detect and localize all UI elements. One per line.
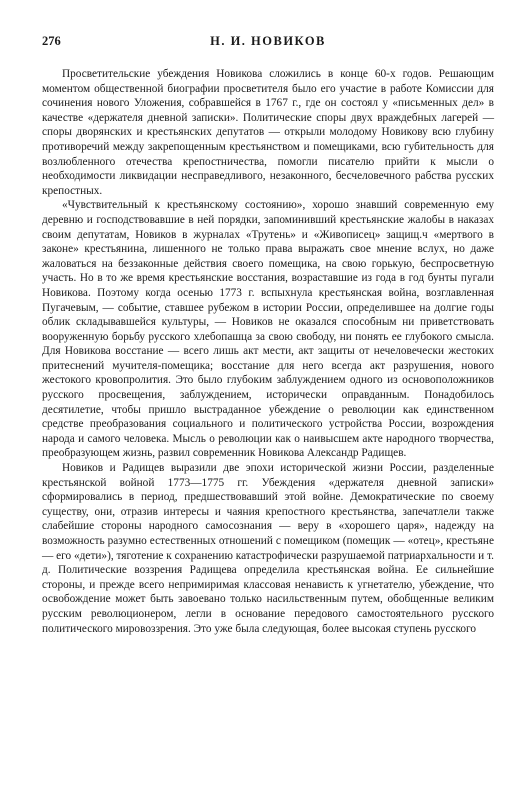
running-head: Н. И. НОВИКОВ [210, 34, 326, 48]
page-header [42, 34, 494, 52]
paragraph-3: Новиков и Радищев выразили две эпохи исторической жизни России, разделенные крестьянской войной 1773—1775 гг. Убеждения «держателя дневной записки» сформировались в период, предшествовавший этой войне. Демократические по своему существу, они, отразив интересы и чаяния крепостного крестьянства, запечатлели также слабейшие стороны народного самосознания — веру в «хорошего царя», надежду на возможность разумно естественных отношений с помещиком (помещик — «отец», крестьяне — его «дети»), тяготение к сохранению катастрофически разрушаемой патриархальности и т. д. Политические воззрения Радищева определила крестьянская война. Ее сильнейшие стороны, и прежде всего непримиримая классовая ненависть к угнетателю, убеждение, что освобождение может быть завоевано только насильственным путем, обобщенные великим русским революционером, легли в основание передового самостоятельного русского политического мировоззрения. Это уже была следующая, более высокая ступень русского [42, 462, 494, 635]
book-page [42, 34, 494, 636]
body-text [42, 67, 494, 636]
paragraph-2: «Чувствительный к крестьянскому состоянию», хорошо знавший современную ему деревню и господствовавшие в ней порядки, запоминивший крестьянские жалобы в наказах своим депутатам, Новиков в журналах «Трутень» и «Живописец» защищ.ч «мертвого в законе» крестьянина, лишенного не только права выражать свое мнение вслух, но даже жаловаться на беззаконные действия своего помещика, на свою горькую, беспросветную участь. Но в то же время крестьянские восстания, возраставшие из года в год бунты пугали Новикова. Поэтому когда осенью 1773 г. вспыхнула крестьянская война, возглавленная Пугачевым, — событие, ставшее рубежом в истории России, определившее на долгие годы облик складывавшейся культуры, — Новиков не оказался способным ни приветствовать вооруженную борьбу русского хлебопашца за свою свободу, ни понять ее глубокого смысла. Для Новикова восстание — всего лишь акт мести, акт защиты от нечеловечески жестоких притеснений мучителя-помещика; восстание для него всегда акт разрушения, нового жестокого кровопролития. Это было глубоким заблуждением одного из основоположников русского просвещения, заблуждением, исторически оправданным. Понадобилось десятилетие, чтобы пришло выстраданное убеждение о революции как единственном средстве преобразования социального и политического устройства России, возрождения народа и самого человека. Мысль о революции как о наивысшем акте народного творчества, преобразующем жизнь, развил современник Новикова Александр Радищев. [42, 199, 494, 460]
paragraph-1: Просветительские убеждения Новикова сложились в конце 60-х годов. Решающим моментом общественной биографии просветителя было его участие в работе Комиссии для сочинения нового Уложения, собравшейся в 1767 г., где он состоял у «письменных дел» в качестве «держателя дневной записки». Политические споры двух враждебных лагерей — споры дворянских и крестьянских депутатов — открыли молодому Новикову всю глубину противоречий между закрепощенным крестьянством и помещиками, всю губительность для возлюбленного отечества крепостничества, помогли писателю прийти к мысли о необходимости ликвидации несправедливого, незаконного, бесчеловечного рабства русских крепостных. [42, 68, 494, 197]
page-number: 276 [42, 34, 61, 48]
